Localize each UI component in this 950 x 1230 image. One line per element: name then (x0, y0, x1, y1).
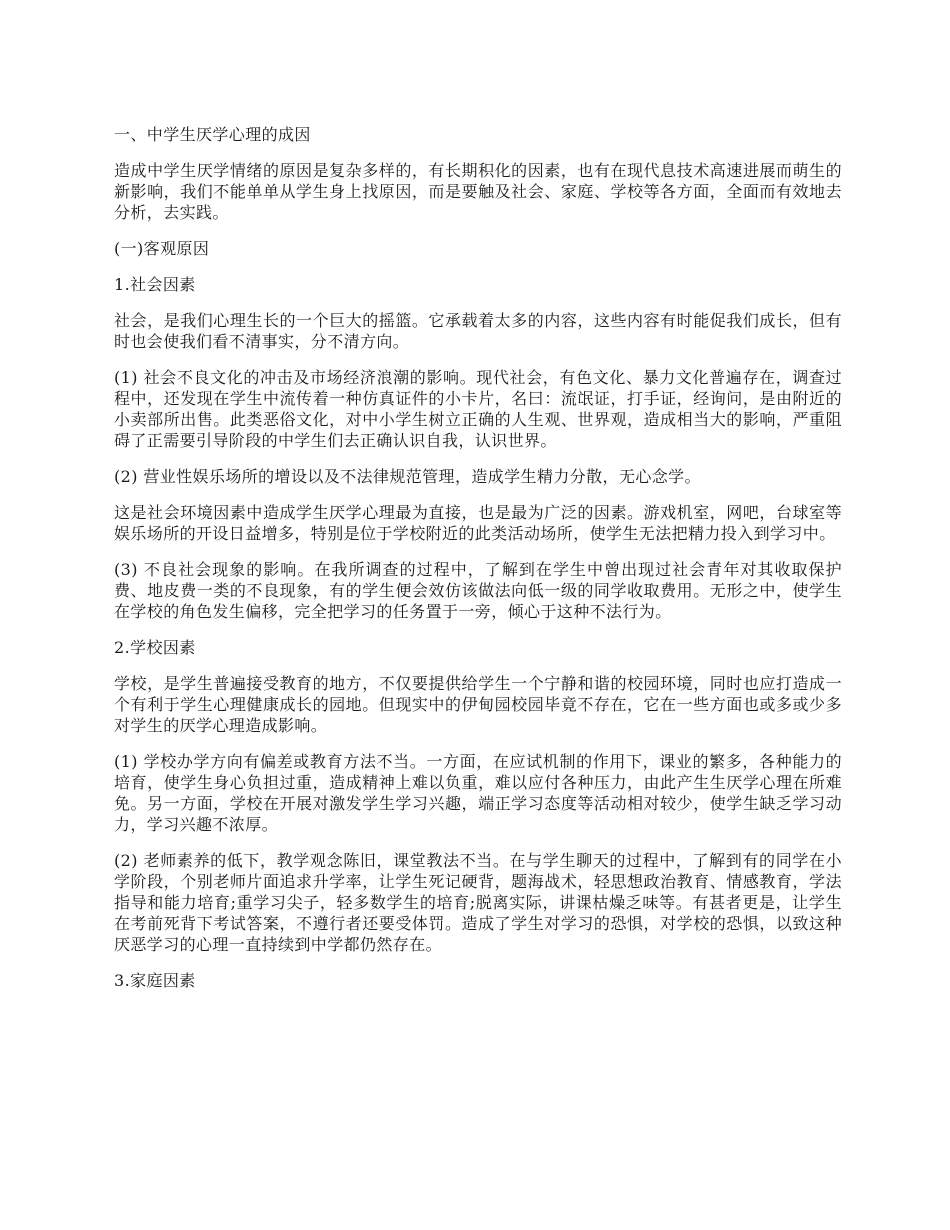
social-point-2-paragraph: (2) 营业性娱乐场所的增设以及不法律规范管理，造成学生精力分散，无心念学。 (114, 467, 701, 486)
document-page (114, 124, 842, 1006)
subheading-social-factors: 1.社会因素 (114, 275, 196, 294)
subheading-school-factors: 2.学校因素 (114, 638, 196, 657)
social-factors-paragraph: 社会，是我们心理生长的一个巨大的摇篮。它承载着太多的内容，这些内容有时能促我们成长，但有时也会使我们看不清事实，分不清方向。 (114, 311, 842, 351)
intro-paragraph: 造成中学生厌学情绪的原因是复杂多样的，有长期积化的因素，也有在现代息技术高速进展而萌生的新影响，我们不能单单从学生身上找原因，而是要触及社会、家庭、学校等各方面，全面而有效地去分析，去实践。 (114, 161, 842, 222)
social-point-1-paragraph: (1) 社会不良文化的冲击及市场经济浪潮的影响。现代社会，有色文化、暴力文化普遍存在，调查过程中，还发现在学生中流传着一种仿真证件的小卡片，名曰：流氓证，打手证，经询问，是由附近的小卖部所出售。此类恶俗文化，对中小学生树立正确的人生观、世界观，造成相当大的影响，严重阻碍了正需要引导阶段的中学生们去正确认识自我，认识世界。 (114, 368, 842, 450)
school-point-2-paragraph: (2) 老师素养的低下，教学观念陈旧，课堂教法不当。在与学生聊天的过程中，了解到有的同学在小学阶段，个别老师片面追求升学率，让学生死记硬背，题海战术，轻思想政治教育、情感教育，学法指导和能力培育;重学习尖子，轻多数学生的培育;脱离实际，讲课枯燥乏味等。有甚者更是，让学生在考前死背下考试答案，不遵行者还要受体罚。造成了学生对学习的恐惧，对学校的恐惧，以致这种厌恶学习的心理一直持续到中学都仍然存在。 (114, 851, 842, 954)
subsection-heading-objective-causes: (一)客观原因 (114, 239, 210, 258)
social-point-3-paragraph: (3) 不良社会现象的影响。在我所调查的过程中，了解到在学生中曾出现过社会青年对其收取保护费、地皮费一类的不良现象，有的学生便会效仿该做法向低一级的同学收取费用。无形之中，使学生在学校的角色发生偏移，完全把学习的任务置于一旁，倾心于这种不法行为。 (114, 560, 842, 621)
school-factors-paragraph: 学校，是学生普遍接受教育的地方，不仅要提供给学生一个宁静和谐的校园环境，同时也应打造成一个有利于学生心理健康成长的园地。但现实中的伊甸园校园毕竟不存在，它在一些方面也或多或少多对学生的厌学心理造成影响。 (114, 674, 842, 735)
section-heading: 一、中学生厌学心理的成因 (114, 125, 311, 144)
school-point-1-paragraph: (1) 学校办学方向有偏差或教育方法不当。一方面，在应试机制的作用下，课业的繁多，各种能力的培育，使学生身心负担过重，造成精神上难以负重，难以应付各种压力，由此产生生厌学心理在所难免。另一方面，学校在开展对激发学生学习兴趣，端正学习态度等活动相对较少，使学生缺乏学习动力，学习兴趣不浓厚。 (114, 752, 842, 834)
social-point-2-detail-paragraph: 这是社会环境因素中造成学生厌学心理最为直接，也是最为广泛的因素。游戏机室，网吧，台球室等娱乐场所的开设日益增多，特别是位于学校附近的此类活动场所，使学生无法把精力投入到学习中。 (114, 503, 842, 543)
subheading-family-factors: 3.家庭因素 (114, 971, 196, 990)
